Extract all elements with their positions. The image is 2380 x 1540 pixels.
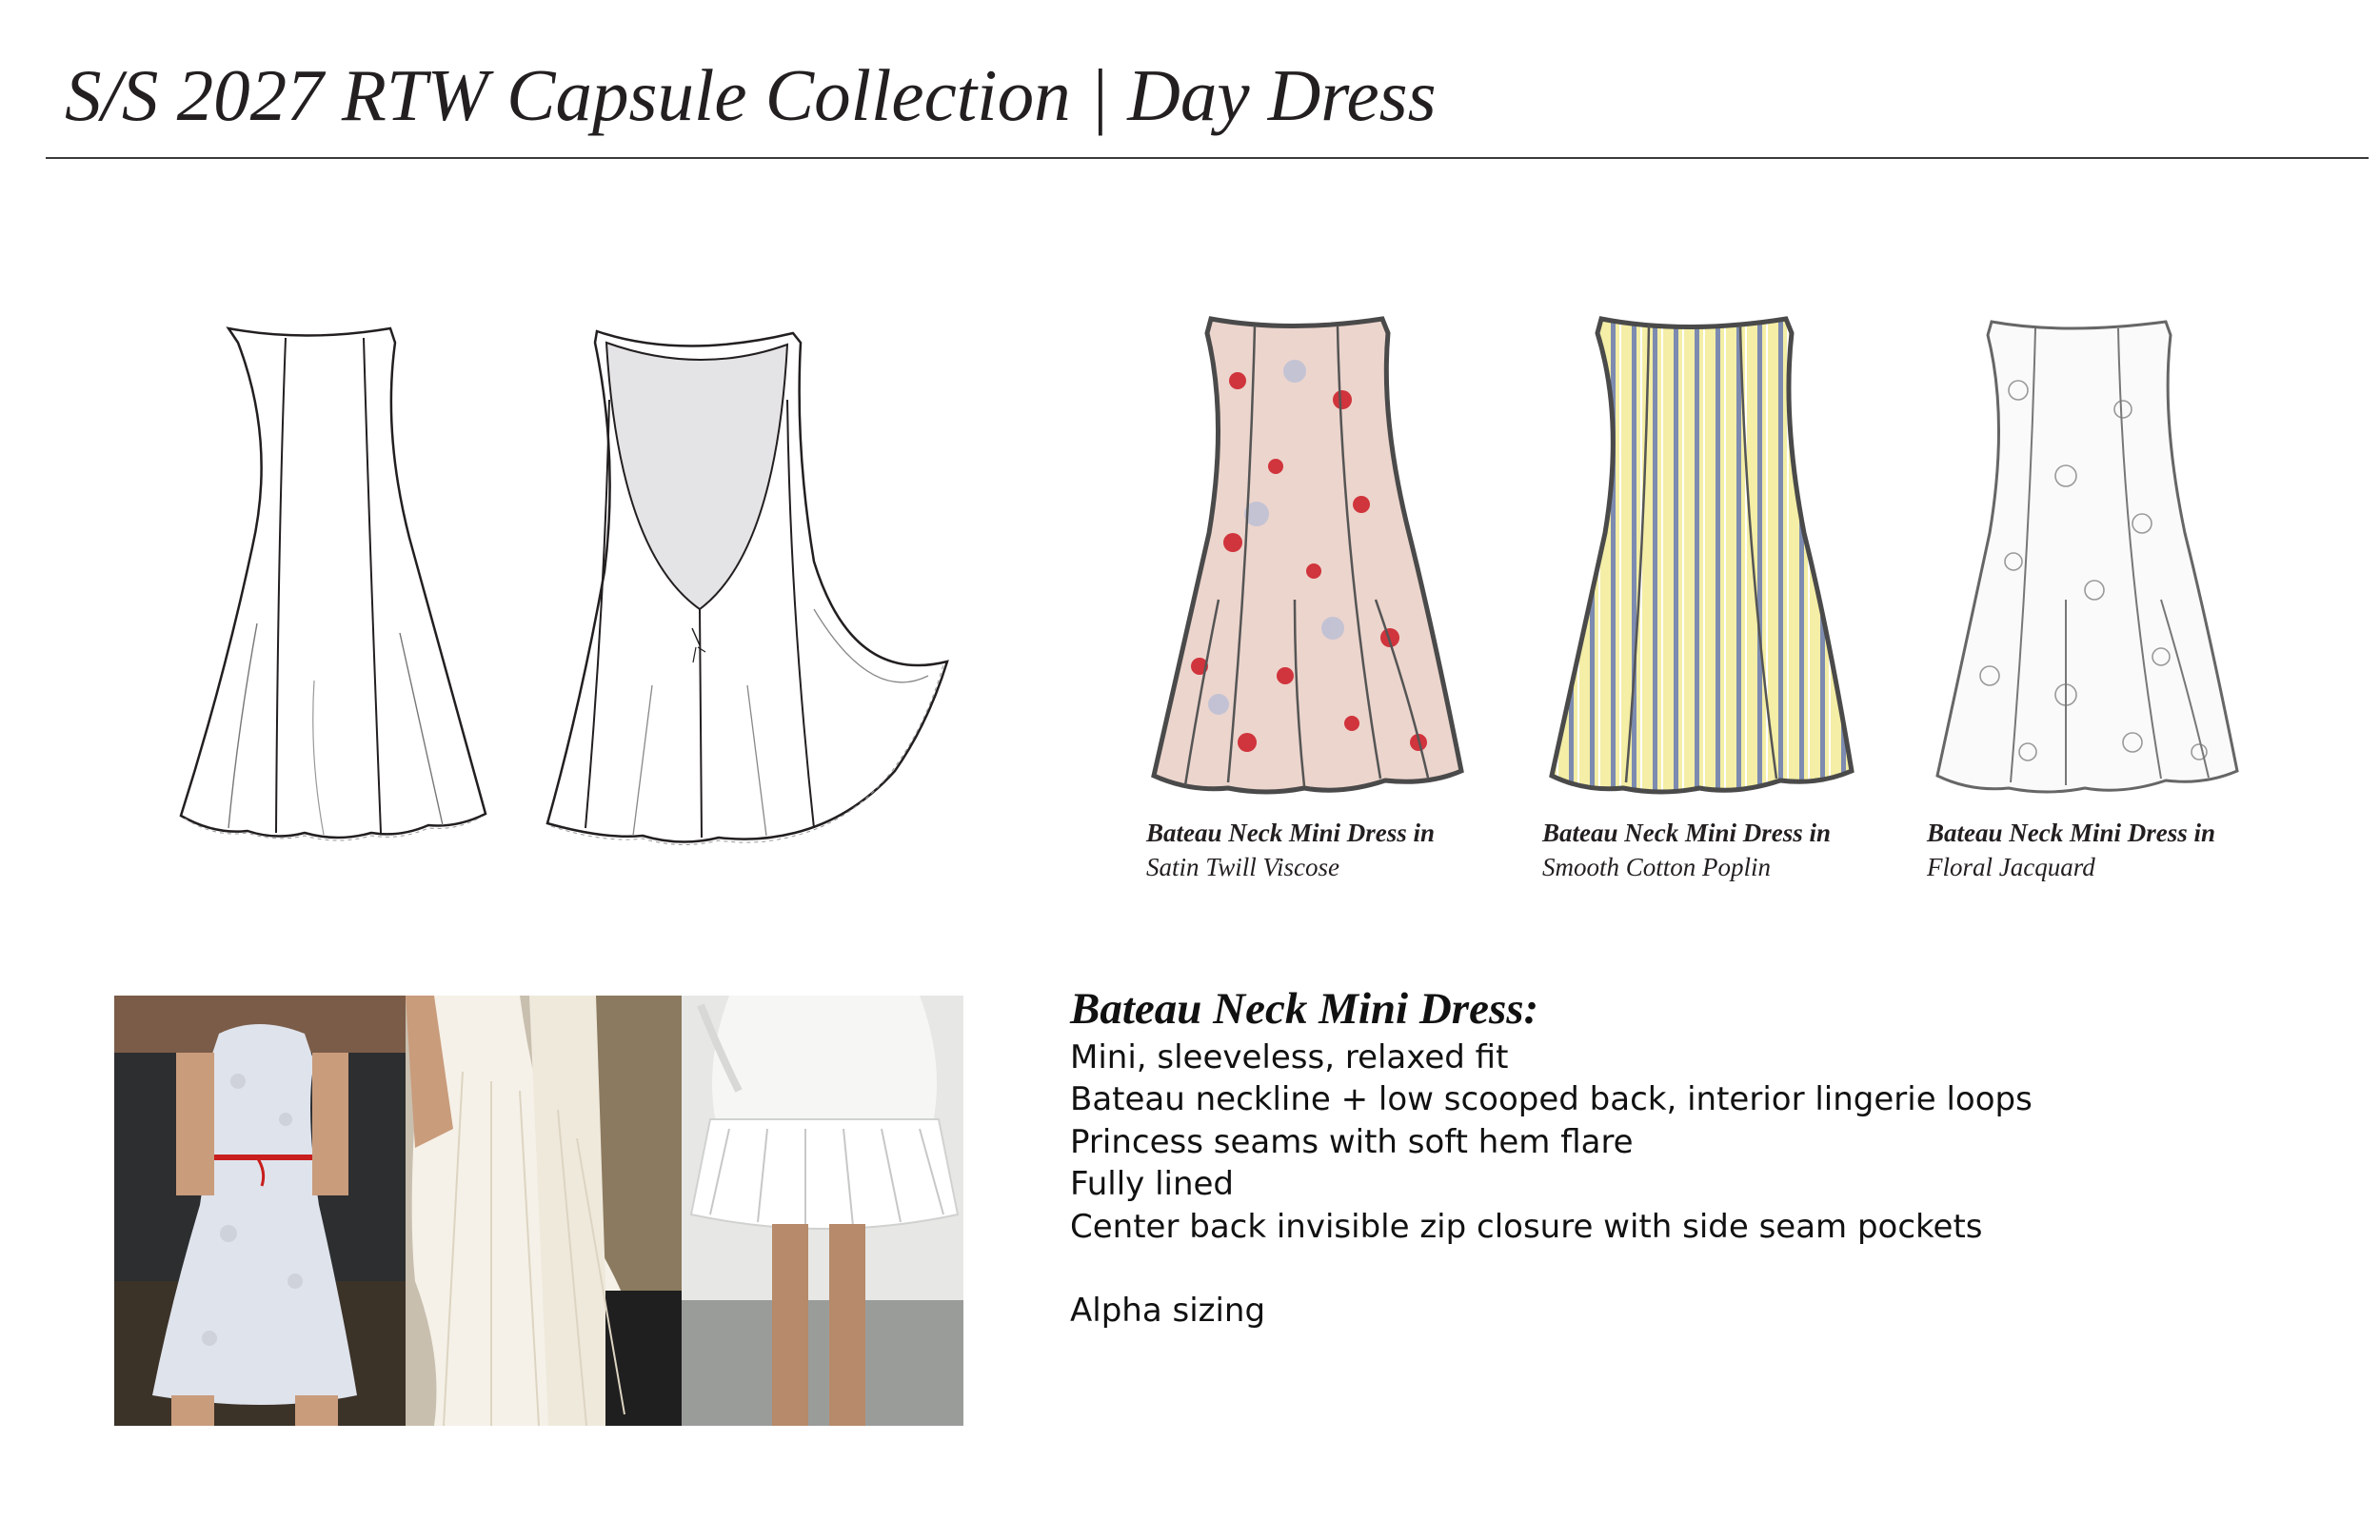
title-divider <box>46 157 2369 159</box>
colorway-caption-jacquard <box>1927 816 2215 884</box>
colorway-render-jacquard <box>1923 314 2247 809</box>
colorway-render-poplin <box>1542 314 1866 809</box>
product-description <box>1070 985 2033 1333</box>
page-title: S/S 2027 RTW Capsule Collection | Day Dress <box>65 54 1437 136</box>
description-spacer <box>1070 1248 2033 1290</box>
description-line: Bateau neckline + low scooped back, interior lingerie loops <box>1070 1080 2033 1119</box>
caption-fabric: Satin Twill Viscose <box>1146 853 1340 881</box>
caption-title: Bateau Neck Mini Dress in <box>1542 819 1832 847</box>
inspiration-photo-pleated-cream <box>406 996 682 1426</box>
inspiration-photo-jacquard-belted <box>114 996 406 1426</box>
colorway-caption-poplin <box>1542 816 1831 884</box>
description-line: Mini, sleeveless, relaxed fit <box>1070 1037 1509 1076</box>
description-line: Fully lined <box>1070 1165 1235 1204</box>
front-flat-sketch <box>171 319 505 852</box>
inspiration-photo-collage <box>114 996 963 1426</box>
caption-title: Bateau Neck Mini Dress in <box>1927 819 2216 847</box>
caption-fabric: Smooth Cotton Poplin <box>1542 853 1772 881</box>
sizing-note: Alpha sizing <box>1070 1292 1266 1331</box>
back-flat-sketch <box>538 324 957 857</box>
caption-fabric: Floral Jacquard <box>1927 853 2095 881</box>
colorway-caption-satin <box>1146 816 1435 884</box>
caption-title: Bateau Neck Mini Dress in <box>1146 819 1436 847</box>
description-line: Princess seams with soft hem flare <box>1070 1122 1634 1161</box>
colorway-render-satin <box>1142 314 1466 809</box>
description-line: Center back invisible zip closure with side seam pockets <box>1070 1207 1983 1246</box>
description-title: Bateau Neck Mini Dress: <box>1070 984 1539 1034</box>
inspiration-photo-white-satin <box>682 996 963 1426</box>
